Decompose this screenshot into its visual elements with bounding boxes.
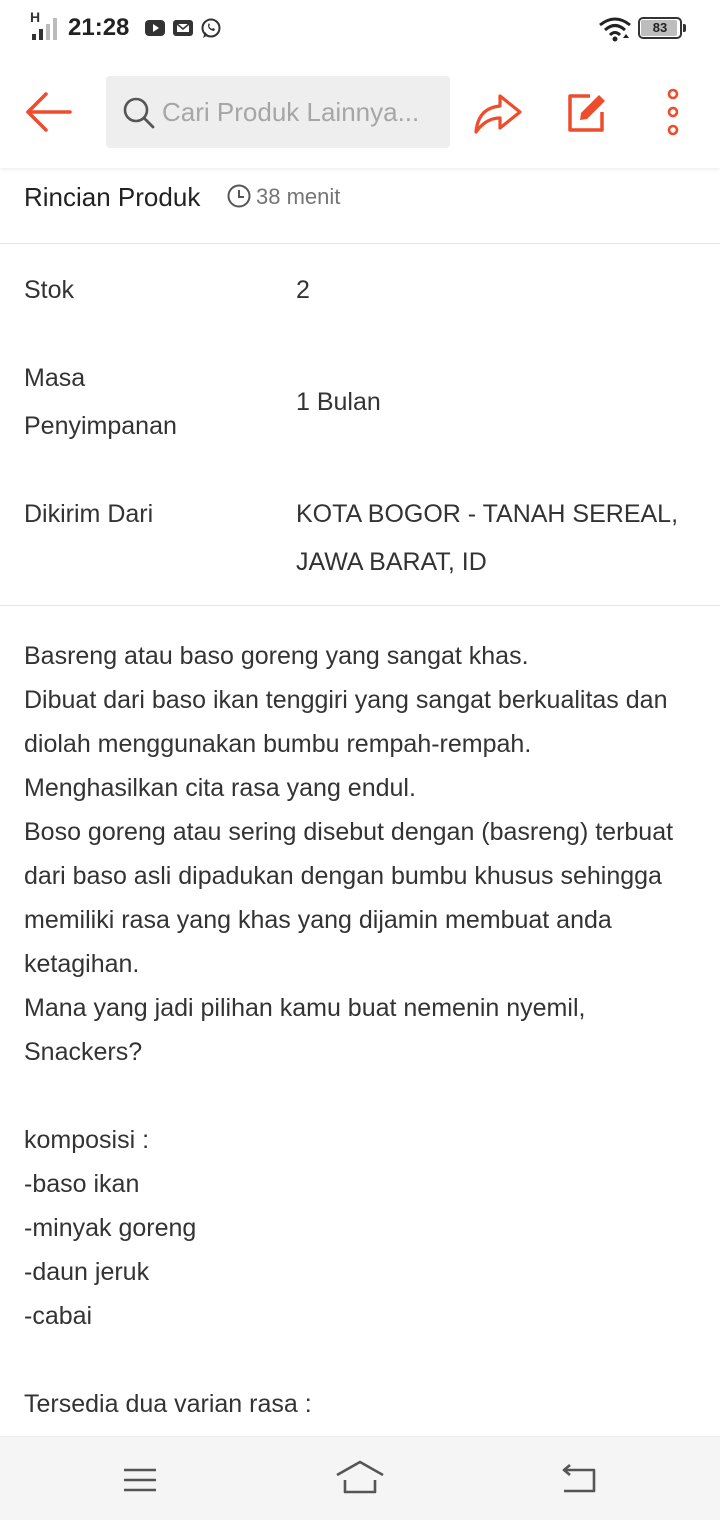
app-bar [0, 56, 720, 168]
clock-icon [226, 183, 252, 209]
menu-icon[interactable] [122, 1465, 158, 1495]
mail-notification-icon [172, 17, 194, 39]
whatsapp-notification-icon [200, 17, 222, 39]
network-type-label: H [30, 9, 41, 25]
detail-label-ship-from: Dikirim Dari [24, 500, 154, 528]
page-title: Rincian Produk [24, 182, 201, 212]
divider [0, 605, 720, 606]
detail-value-stock: 2 [296, 276, 310, 304]
edit-icon[interactable] [566, 92, 608, 134]
youtube-notification-icon [144, 17, 166, 39]
home-icon[interactable] [334, 1459, 386, 1495]
status-bar [0, 0, 720, 56]
status-time: 21:28 [68, 14, 130, 41]
battery-indicator [638, 17, 686, 39]
system-nav-bar [0, 1436, 720, 1520]
more-vertical-icon[interactable] [660, 88, 686, 136]
time-ago-label: 38 menit [256, 184, 341, 209]
search-icon [122, 96, 156, 130]
detail-label-stock: Stok [24, 276, 75, 304]
back-icon[interactable] [560, 1461, 598, 1495]
product-description: Basreng atau baso goreng yang sangat khas. Dibuat dari baso ikan tenggiri yang sangat berkualitas dan diolah menggunakan bumbu rempah-rempah. Menghasilkan cita rasa yang endul. Boso goreng atau sering disebut dengan (basreng) terbuat dari baso asli dipadukan dengan bumbu khusus sehingga memiliki rasa yang khas yang dijamin membuat anda ketagihan. Mana yang jadi pilihan kamu buat nemenin nyemil, Snackers? komposisi : -baso ikan -minyak goreng -daun jeruk -cabai Tersedia dua varian rasa : [24, 642, 674, 1418]
back-arrow-icon[interactable] [22, 86, 74, 138]
search-placeholder: Cari Produk Lainnya... [162, 97, 420, 127]
search-input[interactable] [106, 76, 450, 148]
detail-label-shelf-life: Masa Penyimpanan [24, 364, 177, 440]
detail-value-ship-from: KOTA BOGOR - TANAH SEREAL, JAWA BARAT, ID [296, 500, 679, 576]
share-icon[interactable] [470, 88, 524, 138]
divider [0, 243, 720, 244]
wifi-icon [598, 16, 632, 42]
detail-value-shelf-life: 1 Bulan [296, 388, 381, 416]
battery-percent: 83 [652, 20, 668, 35]
